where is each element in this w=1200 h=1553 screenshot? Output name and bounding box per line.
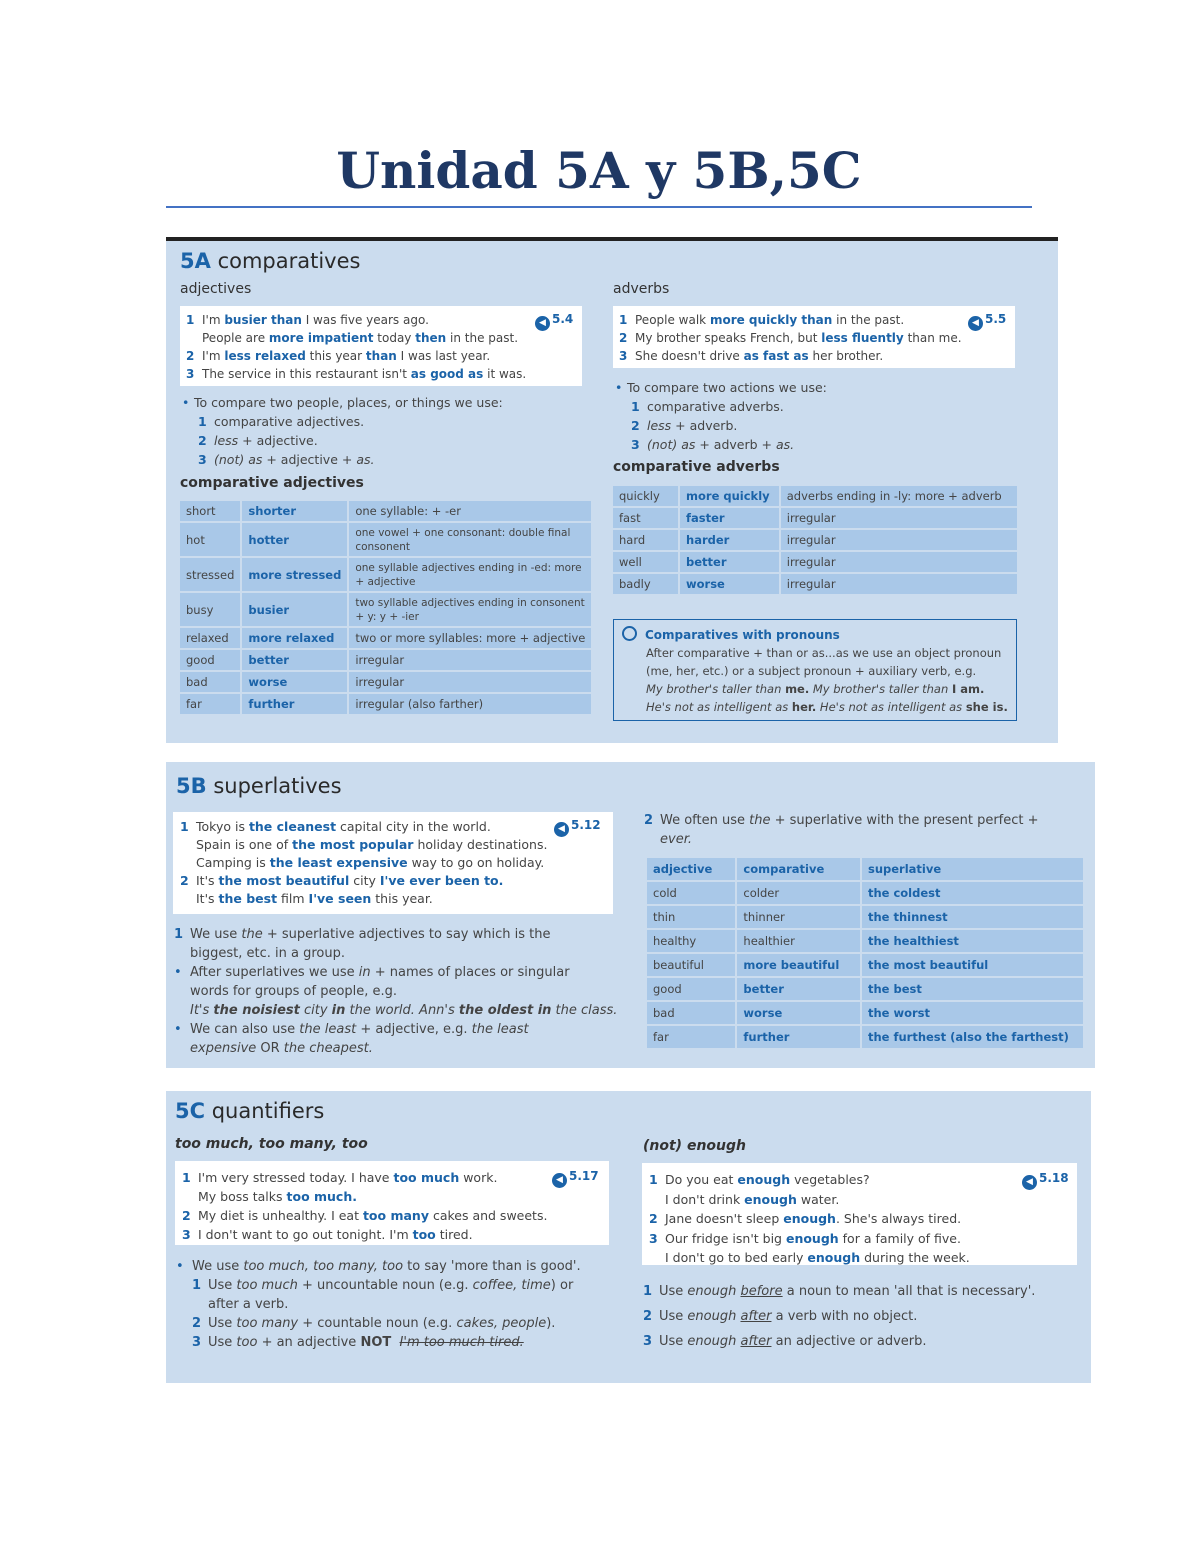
table-row bbox=[180, 650, 591, 670]
table-cell: one syllable: + -er bbox=[349, 501, 591, 521]
table-cell: busy bbox=[180, 593, 242, 626]
table-row bbox=[647, 930, 1083, 952]
table-cell: healthy bbox=[647, 930, 737, 952]
table-cell: the most beautiful bbox=[862, 954, 1083, 976]
table-cell: faster bbox=[680, 508, 781, 528]
section-5b-heading bbox=[176, 774, 342, 798]
table-cell: the worst bbox=[862, 1002, 1083, 1024]
section-5c-heading bbox=[175, 1099, 324, 1123]
superlative-examples: 1 Tokyo is the cleanest capital city in the world. Spain is one of the most popular holiday destinations. Camping is the least expensive way to go on holiday. 2 It's the most beautiful city I've ever been to. It's the best film I've seen this year. bbox=[180, 819, 548, 906]
table-cell: one vowel + one consonant: double final consonent bbox=[349, 523, 591, 556]
table-row bbox=[180, 523, 591, 556]
table-cell: irregular bbox=[781, 530, 1017, 550]
section-5b-panel bbox=[166, 762, 1095, 1068]
superlative-note-2: 2 We often use the + superlative with the present perfect + ever. bbox=[644, 813, 1039, 847]
table-cell: worse bbox=[242, 672, 349, 692]
table-cell: further bbox=[737, 1026, 862, 1048]
speaker-icon: ◀ bbox=[554, 822, 569, 837]
adverbs-heading: adverbs bbox=[613, 281, 670, 297]
table-cell: bad bbox=[647, 1002, 737, 1024]
table-row bbox=[613, 508, 1017, 528]
speaker-icon: ◀ bbox=[968, 316, 983, 331]
comparatives-with-pronouns-box bbox=[613, 619, 1017, 721]
table-cell: irregular (also farther) bbox=[349, 694, 591, 714]
table-row bbox=[613, 552, 1017, 572]
section-code: 5C bbox=[175, 1099, 206, 1123]
table-cell: the coldest bbox=[862, 882, 1083, 904]
table-cell: irregular bbox=[781, 574, 1017, 594]
table-row bbox=[647, 954, 1083, 976]
superlatives-table bbox=[647, 856, 1083, 1050]
table-cell: relaxed bbox=[180, 628, 242, 648]
magnifier-icon bbox=[622, 626, 637, 641]
speaker-icon: ◀ bbox=[552, 1173, 567, 1188]
adjectives-rules: • To compare two people, places, or things we use: 1 comparative adjectives. 2 less + adjective. 3 (not) as + adjective + as. bbox=[182, 395, 503, 467]
too-rules: • We use too much, too many, too to say 'more than is good'. 1 Use too much + uncountable noun (e.g. coffee, time) or after a verb. 2 Use too many + countable noun (e.g. cakes, people). 3 Use too + an adjective NOT I'm too much tired. bbox=[176, 1259, 581, 1350]
table-cell: the thinnest bbox=[862, 906, 1083, 928]
table-cell: hot bbox=[180, 523, 242, 556]
table-cell: busier bbox=[242, 593, 349, 626]
table-cell: better bbox=[680, 552, 781, 572]
too-examples: 1 I'm very stressed today. I have too much work. My boss talks too much. 2 My diet is unhealthy. I eat too many cakes and sweets. 3 I don't want to go out tonight. I'm too tired. bbox=[182, 1170, 548, 1242]
table-row bbox=[613, 530, 1017, 550]
table-header-cell: superlative bbox=[862, 858, 1083, 880]
table-cell: irregular bbox=[349, 672, 591, 692]
table-cell: two syllable adjectives ending in consonent + y: y + -ier bbox=[349, 593, 591, 626]
adverbs-examples: 1 People walk more quickly than in the past. 2 My brother speaks French, but less fluently than me. 3 She doesn't drive as fast as her brother. bbox=[619, 313, 962, 363]
table-cell: far bbox=[647, 1026, 737, 1048]
section-5a-heading bbox=[180, 249, 360, 273]
table-cell: the healthiest bbox=[862, 930, 1083, 952]
table-cell: good bbox=[647, 978, 737, 1000]
section-title: superlatives bbox=[213, 774, 342, 798]
table-cell: more beautiful bbox=[737, 954, 862, 976]
table-cell: irregular bbox=[781, 508, 1017, 528]
table-cell: healthier bbox=[737, 930, 862, 952]
section-code: 5B bbox=[176, 774, 207, 798]
table-cell: further bbox=[242, 694, 349, 714]
enough-examples: 1 Do you eat enough vegetables? I don't drink enough water. 2 Jane doesn't sleep enough. She's always tired. 3 Our fridge isn't big enough for a family of five. I don't go to bed early enough during the week. bbox=[649, 1172, 970, 1265]
table-cell: beautiful bbox=[647, 954, 737, 976]
table-cell: quickly bbox=[613, 486, 680, 506]
too-much-heading: too much, too many, too bbox=[175, 1136, 368, 1152]
table-cell: one syllable adjectives ending in -ed: more + adjective bbox=[349, 558, 591, 591]
table-row bbox=[180, 694, 591, 714]
table-cell: irregular bbox=[781, 552, 1017, 572]
table-row bbox=[180, 558, 591, 591]
table-cell: badly bbox=[613, 574, 680, 594]
adverbs-rules: • To compare two actions we use: 1 comparative adverbs. 2 less + adverb. 3 (not) as + adverb + as. bbox=[615, 380, 827, 452]
comparative-adjectives-heading: comparative adjectives bbox=[180, 475, 364, 491]
table-header-cell: comparative bbox=[737, 858, 862, 880]
table-cell: better bbox=[737, 978, 862, 1000]
title-underline bbox=[166, 206, 1032, 208]
audio-track-5-5[interactable]: ◀ 5.5 bbox=[968, 312, 1006, 331]
section-5c-panel bbox=[166, 1091, 1091, 1383]
section-title: comparatives bbox=[217, 249, 361, 273]
audio-track-5-18[interactable]: ◀ 5.18 bbox=[1022, 1171, 1069, 1190]
comparative-adverbs-table bbox=[613, 484, 1017, 596]
audio-track-5-12[interactable]: ◀ 5.12 bbox=[554, 818, 601, 837]
comparative-adjectives-table bbox=[180, 499, 591, 716]
table-row bbox=[647, 906, 1083, 928]
table-row bbox=[180, 501, 591, 521]
superlative-rules: 1 We use the + superlative adjectives to say which is the biggest, etc. in a group. • After superlatives we use in + names of places or singular words for groups of people, e.g. It's the noisiest city in the world. Ann's the oldest in the class. • We can also use the least + adjective, e.g. the least expensive OR the cheapest. bbox=[174, 927, 618, 1056]
table-cell: better bbox=[242, 650, 349, 670]
section-5a-panel bbox=[166, 237, 1058, 743]
table-row bbox=[647, 978, 1083, 1000]
table-cell: cold bbox=[647, 882, 737, 904]
pronouns-box-title: Comparatives with pronouns bbox=[622, 626, 840, 642]
table-cell: worse bbox=[680, 574, 781, 594]
table-cell: thin bbox=[647, 906, 737, 928]
table-cell: hard bbox=[613, 530, 680, 550]
table-cell: more relaxed bbox=[242, 628, 349, 648]
table-cell: more stressed bbox=[242, 558, 349, 591]
table-cell: far bbox=[180, 694, 242, 714]
speaker-icon: ◀ bbox=[535, 316, 550, 331]
table-cell: the furthest (also the farthest) bbox=[862, 1026, 1083, 1048]
adjectives-examples: 1 I'm busier than I was five years ago. People are more impatient today then in the past. 2 I'm less relaxed this year than I was last year. 3 The service in this restaurant isn't as good as it was. bbox=[186, 313, 527, 381]
table-cell: hotter bbox=[242, 523, 349, 556]
section-title: quantifiers bbox=[211, 1099, 325, 1123]
table-cell: shorter bbox=[242, 501, 349, 521]
table-cell: two or more syllables: more + adjective bbox=[349, 628, 591, 648]
audio-track-5-17[interactable]: ◀ 5.17 bbox=[552, 1169, 599, 1188]
table-row bbox=[180, 672, 591, 692]
table-row bbox=[613, 486, 1017, 506]
table-row bbox=[180, 593, 591, 626]
enough-rules: 1 Use enough before a noun to mean 'all that is necessary'. 2 Use enough after a verb with no object. 3 Use enough after an adjective or adverb. bbox=[643, 1284, 1036, 1349]
table-cell: more quickly bbox=[680, 486, 781, 506]
table-cell: the best bbox=[862, 978, 1083, 1000]
document-title: Unidad 5A y 5B,5C bbox=[336, 141, 862, 200]
table-cell: adverbs ending in -ly: more + adverb bbox=[781, 486, 1017, 506]
table-row bbox=[647, 1002, 1083, 1024]
table-cell: short bbox=[180, 501, 242, 521]
audio-track-5-4[interactable]: ◀ 5.4 bbox=[535, 312, 573, 331]
table-row bbox=[180, 628, 591, 648]
table-row bbox=[647, 1026, 1083, 1048]
table-header-row bbox=[647, 858, 1083, 880]
table-cell: stressed bbox=[180, 558, 242, 591]
table-cell: fast bbox=[613, 508, 680, 528]
table-row bbox=[647, 882, 1083, 904]
comparative-adverbs-heading: comparative adverbs bbox=[613, 459, 780, 475]
not-enough-heading: (not) enough bbox=[643, 1138, 746, 1154]
table-cell: colder bbox=[737, 882, 862, 904]
table-cell: good bbox=[180, 650, 242, 670]
table-cell: well bbox=[613, 552, 680, 572]
table-cell: bad bbox=[180, 672, 242, 692]
adjectives-heading: adjectives bbox=[180, 281, 252, 297]
table-cell: thinner bbox=[737, 906, 862, 928]
pronouns-box-text: After comparative + than or as...as we use an object pronoun (me, her, etc.) or a subject pronoun + auxiliary verb, e.g. My brother's taller than me. My brother's taller than I am. He's not as intelligent as her. He's not as intelligent as she is. bbox=[646, 646, 1008, 714]
table-row bbox=[613, 574, 1017, 594]
table-cell: irregular bbox=[349, 650, 591, 670]
table-header-cell: adjective bbox=[647, 858, 737, 880]
section-code: 5A bbox=[180, 249, 211, 273]
table-cell: harder bbox=[680, 530, 781, 550]
table-cell: worse bbox=[737, 1002, 862, 1024]
speaker-icon: ◀ bbox=[1022, 1175, 1037, 1190]
